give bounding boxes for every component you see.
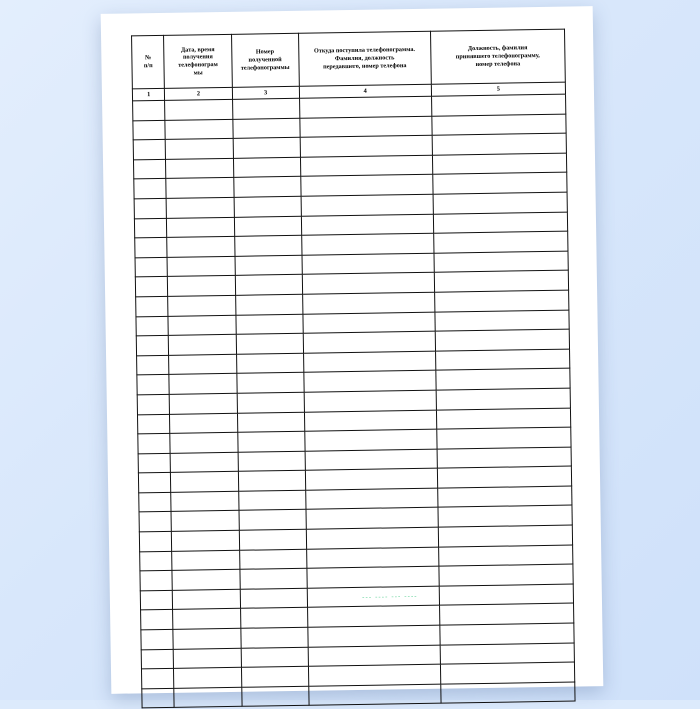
table-cell[interactable] xyxy=(434,290,569,312)
table-cell[interactable] xyxy=(435,329,570,351)
table-cell[interactable] xyxy=(238,451,305,472)
column-header-message-number xyxy=(231,33,299,87)
telephonogram-register-table xyxy=(131,29,576,709)
table-cell[interactable] xyxy=(237,412,304,433)
table-cell[interactable] xyxy=(137,414,170,434)
table-cell[interactable] xyxy=(142,688,175,708)
table-cell[interactable] xyxy=(241,647,308,668)
table-cell[interactable] xyxy=(302,253,434,275)
column-header-message-number-line3: телефонограммы xyxy=(240,63,290,72)
table-cell[interactable] xyxy=(304,429,436,451)
table-cell[interactable] xyxy=(134,198,167,218)
table-header xyxy=(132,29,566,101)
table-cell[interactable] xyxy=(141,629,174,649)
table-cell[interactable] xyxy=(165,119,232,140)
table-cell[interactable] xyxy=(439,564,574,586)
table-cell[interactable] xyxy=(305,468,437,490)
table-cell[interactable] xyxy=(437,447,572,469)
table-cell[interactable] xyxy=(433,172,568,194)
column-header-number-line1: № xyxy=(144,54,152,62)
table-cell[interactable] xyxy=(171,491,238,512)
table-cell[interactable] xyxy=(141,610,174,630)
table-cell[interactable] xyxy=(169,334,236,355)
table-cell[interactable] xyxy=(136,336,169,356)
table-cell[interactable] xyxy=(433,231,568,253)
table-cell[interactable] xyxy=(171,511,238,532)
table-cell[interactable] xyxy=(233,177,300,198)
table-cell[interactable] xyxy=(433,212,568,234)
table-cell[interactable] xyxy=(437,427,572,449)
table-cell[interactable] xyxy=(302,292,434,314)
table-cell[interactable] xyxy=(239,510,306,531)
table-cell[interactable] xyxy=(166,139,233,160)
table-cell[interactable] xyxy=(232,118,299,139)
table-cell[interactable] xyxy=(236,314,303,335)
table-cell[interactable] xyxy=(137,355,170,375)
table-cell[interactable] xyxy=(433,192,568,214)
column-header-receiver-line2: принявшего телефонограмму, xyxy=(455,52,540,61)
table-cell[interactable] xyxy=(169,354,236,375)
table-cell[interactable] xyxy=(172,530,239,551)
table-cell[interactable] xyxy=(240,568,307,589)
table-cell[interactable] xyxy=(301,233,433,255)
column-header-datetime xyxy=(164,34,232,88)
table-cell[interactable] xyxy=(133,120,166,140)
document-page xyxy=(101,6,604,694)
table-cell[interactable] xyxy=(168,276,235,297)
table-cell[interactable] xyxy=(174,687,241,708)
table-cell[interactable] xyxy=(238,490,305,511)
table-cell[interactable] xyxy=(137,394,170,414)
column-header-receiver-line1: Должность, фамилия xyxy=(467,44,528,53)
table-cell[interactable] xyxy=(438,525,573,547)
table-cell[interactable] xyxy=(165,99,232,120)
table-cell[interactable] xyxy=(300,155,432,177)
table-cell[interactable] xyxy=(439,603,574,625)
table-cell[interactable] xyxy=(167,236,234,257)
table-cell[interactable] xyxy=(234,216,301,237)
table-cell[interactable] xyxy=(435,349,570,371)
table-cell[interactable] xyxy=(437,486,572,508)
table-cell[interactable] xyxy=(138,433,171,453)
table-cell[interactable] xyxy=(140,551,173,571)
table-cell[interactable] xyxy=(168,295,235,316)
table-cell[interactable] xyxy=(437,466,572,488)
table-cell[interactable] xyxy=(440,643,575,665)
table-cell[interactable] xyxy=(240,608,307,629)
table-cell[interactable] xyxy=(438,545,573,567)
table-cell[interactable] xyxy=(241,666,308,687)
table-cell[interactable] xyxy=(167,217,234,238)
table-cell[interactable] xyxy=(133,100,166,120)
table-cell[interactable] xyxy=(238,471,305,492)
column-number-3: 3 xyxy=(232,86,299,99)
column-header-message-number-line1: Номер xyxy=(255,48,275,56)
table-cell[interactable] xyxy=(306,547,438,569)
table-cell[interactable] xyxy=(234,235,301,256)
table-cell[interactable] xyxy=(436,388,571,410)
table-cell[interactable] xyxy=(138,473,171,493)
table-cell[interactable] xyxy=(173,609,240,630)
table-cell[interactable] xyxy=(236,353,303,374)
table-cell[interactable] xyxy=(237,392,304,413)
table-cell[interactable] xyxy=(304,410,436,432)
column-header-message-number-line2: полученной xyxy=(248,56,282,64)
column-header-datetime-line4: мы xyxy=(193,69,203,77)
table-header-row xyxy=(132,29,566,89)
column-number-5: 5 xyxy=(431,82,565,96)
table-cell[interactable] xyxy=(235,275,302,296)
table-cell[interactable] xyxy=(304,390,436,412)
table-cell[interactable] xyxy=(135,257,168,277)
table-body xyxy=(133,94,575,708)
table-cell[interactable] xyxy=(432,133,567,155)
table-cell[interactable] xyxy=(308,684,440,706)
table-cell[interactable] xyxy=(239,529,306,550)
table-cell[interactable] xyxy=(305,488,437,510)
table-cell[interactable] xyxy=(438,506,573,528)
column-number-1: 1 xyxy=(132,88,165,101)
column-header-datetime-line1: Дата, время xyxy=(180,45,215,54)
table-cell[interactable] xyxy=(434,251,569,273)
table-cell[interactable] xyxy=(303,351,435,373)
table-cell[interactable] xyxy=(432,153,567,175)
table-cell[interactable] xyxy=(234,196,301,217)
table-cell[interactable] xyxy=(170,413,237,434)
table-cell[interactable] xyxy=(306,508,438,530)
table-cell[interactable] xyxy=(140,590,173,610)
table-cell[interactable] xyxy=(299,96,431,118)
table-cell[interactable] xyxy=(301,194,433,216)
table-cell[interactable] xyxy=(167,256,234,277)
table-cell[interactable] xyxy=(434,270,569,292)
table-cell[interactable] xyxy=(174,668,241,689)
column-header-origin-line2: Фамилия, должность xyxy=(334,54,395,63)
table-cell[interactable] xyxy=(235,255,302,276)
table-cell[interactable] xyxy=(239,549,306,570)
table-cell[interactable] xyxy=(431,94,566,116)
watermark-text: --- ---- --- ---- xyxy=(362,594,418,601)
table-cell[interactable] xyxy=(233,157,300,178)
table-cell[interactable] xyxy=(168,315,235,336)
table-cell[interactable] xyxy=(235,294,302,315)
table-cell[interactable] xyxy=(172,550,239,571)
table-cell[interactable] xyxy=(133,140,166,160)
column-header-datetime-line3: телефонограм xyxy=(178,61,218,69)
table-cell[interactable] xyxy=(432,114,567,136)
table-cell[interactable] xyxy=(169,374,236,395)
table-cell[interactable] xyxy=(232,98,299,119)
table-cell[interactable] xyxy=(135,238,168,258)
table-cell[interactable] xyxy=(141,669,174,689)
column-header-number-line2: п/п xyxy=(143,62,153,70)
table-cell[interactable] xyxy=(134,218,167,238)
table-cell[interactable] xyxy=(166,158,233,179)
table-cell[interactable] xyxy=(236,333,303,354)
table-cell[interactable] xyxy=(136,316,169,336)
table-cell[interactable] xyxy=(441,682,576,704)
table-cell[interactable] xyxy=(170,432,237,453)
table-cell[interactable] xyxy=(171,472,238,493)
table-cell[interactable] xyxy=(174,648,241,669)
table-cell[interactable] xyxy=(440,662,575,684)
table-cell[interactable] xyxy=(303,312,435,334)
table-cell[interactable] xyxy=(301,214,433,236)
table-cell[interactable] xyxy=(171,452,238,473)
table-cell[interactable] xyxy=(300,116,432,138)
table-cell[interactable] xyxy=(136,296,169,316)
table-cell[interactable] xyxy=(440,623,575,645)
column-header-datetime-line2: получения xyxy=(182,53,213,61)
table-cell[interactable] xyxy=(134,179,167,199)
table-cell[interactable] xyxy=(139,512,172,532)
table-cell[interactable] xyxy=(308,625,440,647)
column-header-number xyxy=(132,35,165,89)
column-header-receiver-line3: номер телефона xyxy=(475,60,521,68)
table-cell[interactable] xyxy=(141,649,174,669)
table-cell[interactable] xyxy=(240,627,307,648)
table-cell[interactable] xyxy=(302,273,434,295)
column-header-origin-line1: Откуда поступила телефонограмма. xyxy=(313,46,416,55)
table-cell[interactable] xyxy=(173,589,240,610)
table-cell[interactable] xyxy=(133,159,166,179)
table-cell[interactable] xyxy=(305,449,437,471)
table-cell[interactable] xyxy=(236,373,303,394)
table-cell[interactable] xyxy=(436,408,571,430)
table-cell[interactable] xyxy=(139,531,172,551)
table-cell[interactable] xyxy=(303,331,435,353)
table-cell[interactable] xyxy=(307,566,439,588)
table-cell[interactable] xyxy=(300,135,432,157)
table-cell[interactable] xyxy=(308,645,440,667)
column-header-origin xyxy=(298,31,431,86)
document-content xyxy=(131,29,575,666)
table-cell[interactable] xyxy=(139,492,172,512)
table-cell[interactable] xyxy=(138,453,171,473)
table-cell[interactable] xyxy=(435,310,570,332)
table-cell[interactable] xyxy=(308,664,440,686)
table-cell[interactable] xyxy=(172,570,239,591)
table-cell[interactable] xyxy=(436,368,571,390)
table-cell[interactable] xyxy=(241,686,308,707)
column-header-origin-line3: передавшего, номер телефона xyxy=(323,61,407,71)
table-cell[interactable] xyxy=(140,571,173,591)
table-cell[interactable] xyxy=(306,527,438,549)
table-cell[interactable] xyxy=(173,628,240,649)
table-cell[interactable] xyxy=(135,277,168,297)
table-cell[interactable] xyxy=(170,393,237,414)
table-cell[interactable] xyxy=(233,137,300,158)
table-cell[interactable] xyxy=(167,197,234,218)
table-cell[interactable] xyxy=(304,371,436,393)
column-header-receiver xyxy=(430,29,565,84)
table-cell[interactable] xyxy=(137,375,170,395)
table-cell[interactable] xyxy=(237,431,304,452)
column-number-2: 2 xyxy=(165,87,232,100)
table-cell[interactable] xyxy=(166,178,233,199)
table-cell[interactable] xyxy=(300,175,432,197)
table-cell[interactable] xyxy=(307,606,439,628)
column-number-4: 4 xyxy=(299,84,431,98)
